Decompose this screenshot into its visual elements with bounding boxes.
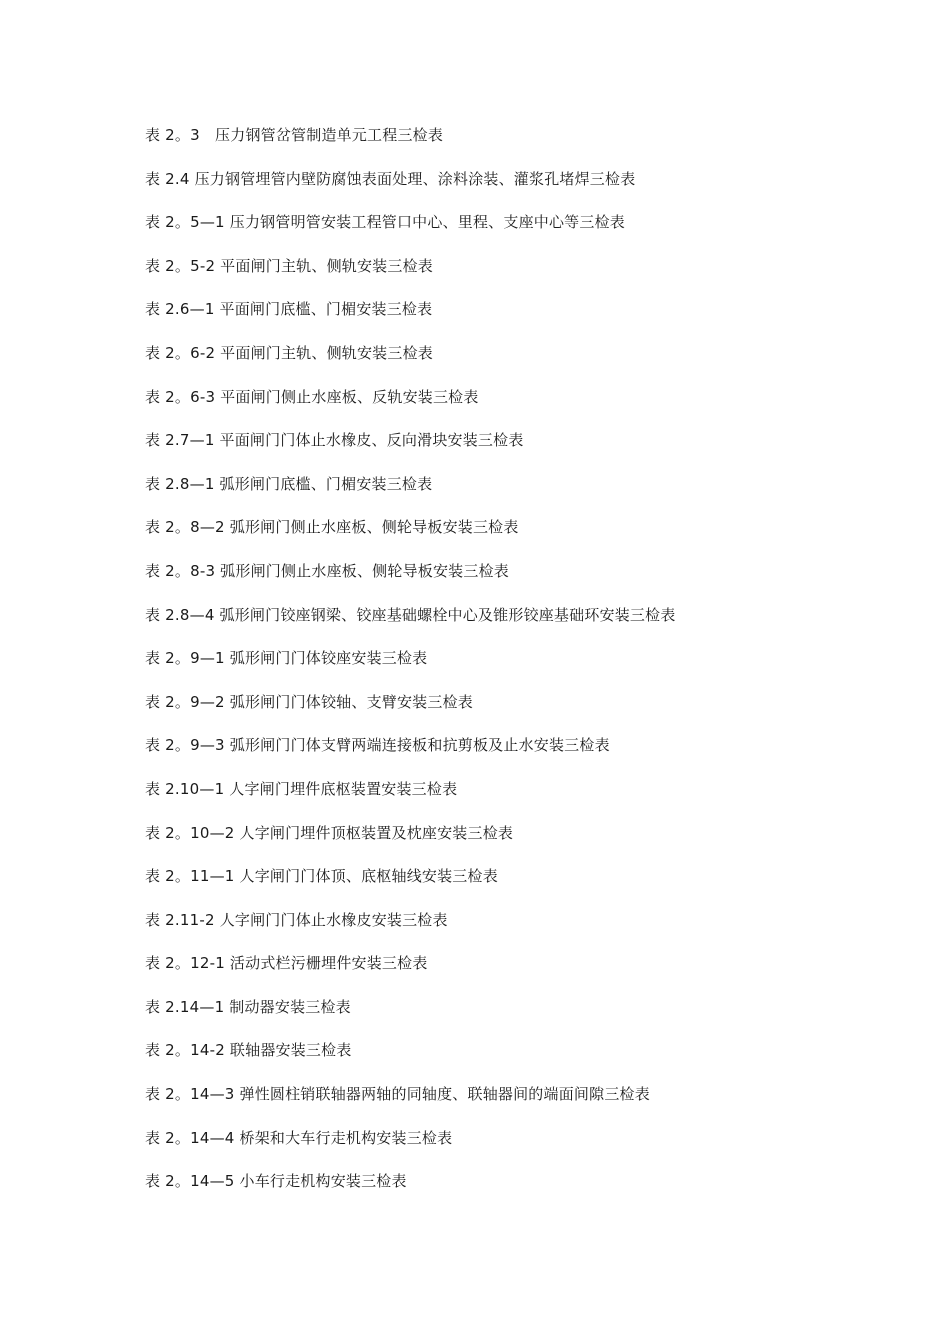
list-item: 表 2.10—1 人字闸门埋件底枢装置安装三检表 <box>145 779 458 798</box>
list-item: 表 2。11—1 人字闸门门体顶、底枢轴线安装三检表 <box>145 867 498 886</box>
list-item: 表 2.8—1 弧形闸门底槛、门楣安装三检表 <box>145 474 433 493</box>
list-item: 表 2。10—2 人字闸门埋件顶枢装置及枕座安装三检表 <box>145 823 514 842</box>
list-item: 表 2。5-2 平面闸门主轨、侧轨安装三检表 <box>145 256 433 275</box>
list-item: 表 2.11-2 人字闸门门体止水橡皮安装三检表 <box>145 910 448 929</box>
list-item: 表 2。14—5 小车行走机构安装三检表 <box>145 1172 407 1191</box>
list-item: 表 2。5—1 压力钢管明管安装工程管口中心、里程、支座中心等三检表 <box>145 213 625 232</box>
list-item: 表 2。6-3 平面闸门侧止水座板、反轨安装三检表 <box>145 387 479 406</box>
list-item: 表 2。3 压力钢管岔管制造单元工程三检表 <box>145 126 444 144</box>
list-item: 表 2。14—4 桥架和大车行走机构安装三检表 <box>145 1128 453 1147</box>
list-item: 表 2.6—1 平面闸门底槛、门楣安装三检表 <box>145 300 433 319</box>
list-item: 表 2。12-1 活动式栏污栅埋件安装三检表 <box>145 954 428 973</box>
list-item: 表 2。9—1 弧形闸门门体铰座安装三检表 <box>145 649 428 668</box>
list-item: 表 2.7—1 平面闸门门体止水橡皮、反向滑块安装三检表 <box>145 431 524 450</box>
list-item: 表 2。9—2 弧形闸门门体铰轴、支臂安装三检表 <box>145 692 473 711</box>
list-item: 表 2。8—2 弧形闸门侧止水座板、侧轮导板安装三检表 <box>145 518 519 537</box>
list-item: 表 2。8-3 弧形闸门侧止水座板、侧轮导板安装三检表 <box>145 561 509 580</box>
list-item: 表 2。14-2 联轴器安装三检表 <box>145 1041 352 1060</box>
list-item: 表 2。14—3 弹性圆柱销联轴器两轴的同轴度、联轴器间的端面间隙三检表 <box>145 1085 650 1104</box>
list-item: 表 2。9—3 弧形闸门门体支臂两端连接板和抗剪板及止水安装三检表 <box>145 736 610 755</box>
list-item: 表 2。6-2 平面闸门主轨、侧轨安装三检表 <box>145 343 433 362</box>
table-index-list <box>145 124 905 1214</box>
list-item: 表 2.8—4 弧形闸门铰座钢梁、铰座基础螺栓中心及锥形铰座基础环安装三检表 <box>145 605 676 624</box>
list-item: 表 2.14—1 制动器安装三检表 <box>145 997 351 1016</box>
list-item: 表 2.4 压力钢管埋管内壁防腐蚀表面处理、涂料涂装、灌浆孔堵焊三检表 <box>145 169 636 188</box>
